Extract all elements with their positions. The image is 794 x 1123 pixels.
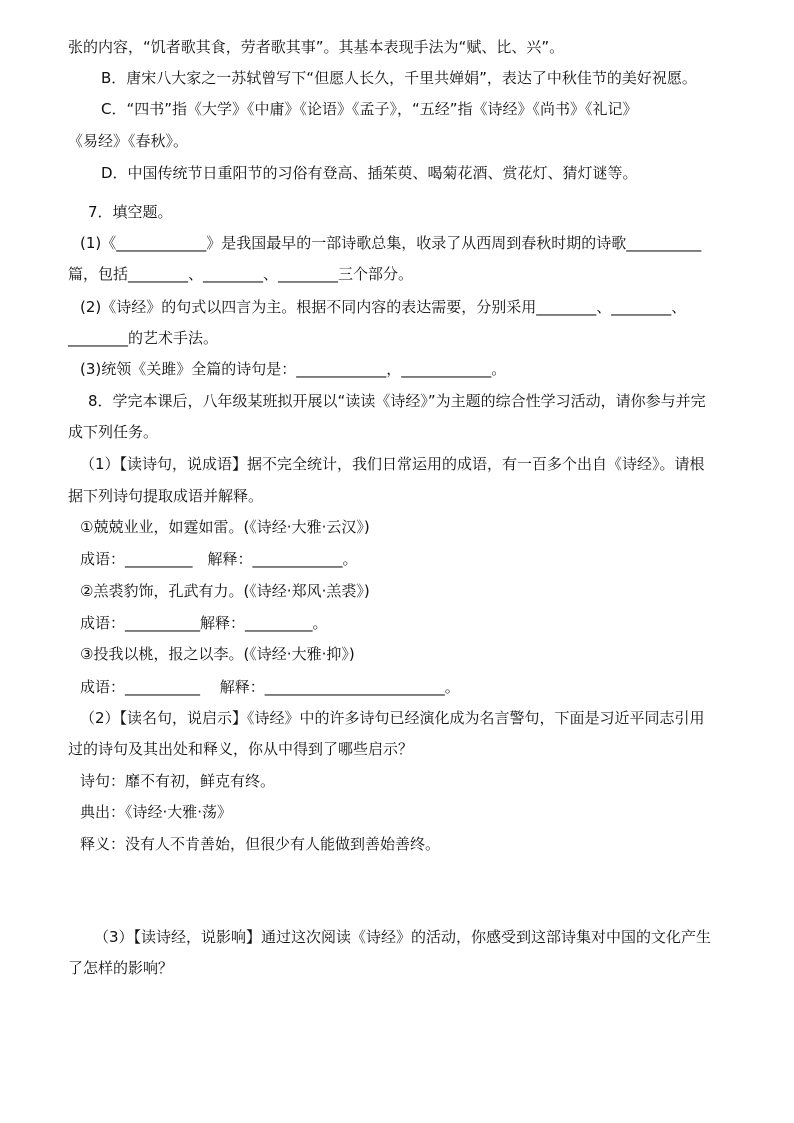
poem-line-3: ③投我以桃，报之以李。(《诗经·大雅·抑》) bbox=[80, 645, 355, 663]
question-8-part-2: （2）【读名句，说启示】《诗经》中的许多诗句已经演化成为名言警句，下面是习近平同志引用 bbox=[80, 709, 705, 727]
option-d: D．中国传统节日重阳节的习俗有登高、插茱萸、喝菊花酒、赏花灯、猜灯谜等。 bbox=[101, 164, 638, 182]
question-7-part-1: (1)《____________》是我国最早的一部诗歌总集，收录了从西周到春秋时期的诗歌__________ bbox=[80, 234, 702, 252]
question-7-part-3: (3)统领《关雎》全篇的诗句是：____________，____________。 bbox=[80, 360, 507, 378]
text-line: 成下列任务。 bbox=[68, 423, 159, 441]
meaning-line: 释义：没有人不肯善始，但很少有人能做到善始善终。 bbox=[80, 835, 441, 853]
text-line: 据下列诗句提取成语并解释。 bbox=[68, 487, 264, 505]
question-8-part-3: （3）【读诗经，说影响】通过这次阅读《诗经》的活动，你感受到这部诗集对中国的文化产生 bbox=[94, 928, 712, 946]
text-line: 《易经》《春秋》。 bbox=[68, 132, 189, 150]
option-b: B．唐宋八大家之一苏轼曾写下“但愿人长久，千里共婵娟”，表达了中秋佳节的美好祝愿。 bbox=[101, 69, 697, 87]
poem-line-1: ①兢兢业业，如霆如雷。(《诗经·大雅·云汉》) bbox=[80, 518, 370, 536]
quote-line: 诗句：靡不有初，鲜克有终。 bbox=[80, 772, 276, 790]
answer-line-2: 成语：__________解释：_________。 bbox=[80, 614, 328, 632]
text-line: 张的内容，“饥者歌其食，劳者歌其事”。其基本表现手法为“赋、比、兴”。 bbox=[68, 38, 565, 56]
question-7-part-2: (2)《诗经》的句式以四言为主。根据不同内容的表达需要，分别采用________、________、 bbox=[80, 298, 687, 316]
question-8-heading: 8．学完本课后，八年级某班拟开展以“读读《诗经》”为主题的综合性学习活动，请你参与并完 bbox=[88, 392, 706, 410]
text-line: 了怎样的影响？ bbox=[68, 959, 174, 977]
text-line: 过的诗句及其出处和释义，你从中得到了哪些启示？ bbox=[68, 740, 414, 758]
answer-line-1: 成语：_________ 解释：____________。 bbox=[80, 550, 358, 568]
option-c: C．“四书”指《大学》《中庸》《论语》《孟子》，“五经”指《诗经》《尚书》《礼记》 bbox=[101, 100, 638, 118]
poem-line-2: ②羔裘豹饰，孔武有力。(《诗经·郑风·羔裘》) bbox=[80, 582, 370, 600]
answer-line-3: 成语：__________ 解释：________________________。 bbox=[80, 678, 460, 696]
text-line: ________的艺术手法。 bbox=[68, 329, 219, 347]
source-line: 典出：《诗经·大雅·荡》 bbox=[80, 803, 233, 821]
question-7-heading: 7．填空题。 bbox=[88, 203, 173, 221]
text-line: 篇，包括________、________、________三个部分。 bbox=[68, 265, 414, 283]
question-8-part-1: （1）【读诗句，说成语】据不完全统计，我们日常运用的成语，有一百多个出自《诗经》。请根 bbox=[80, 455, 705, 473]
